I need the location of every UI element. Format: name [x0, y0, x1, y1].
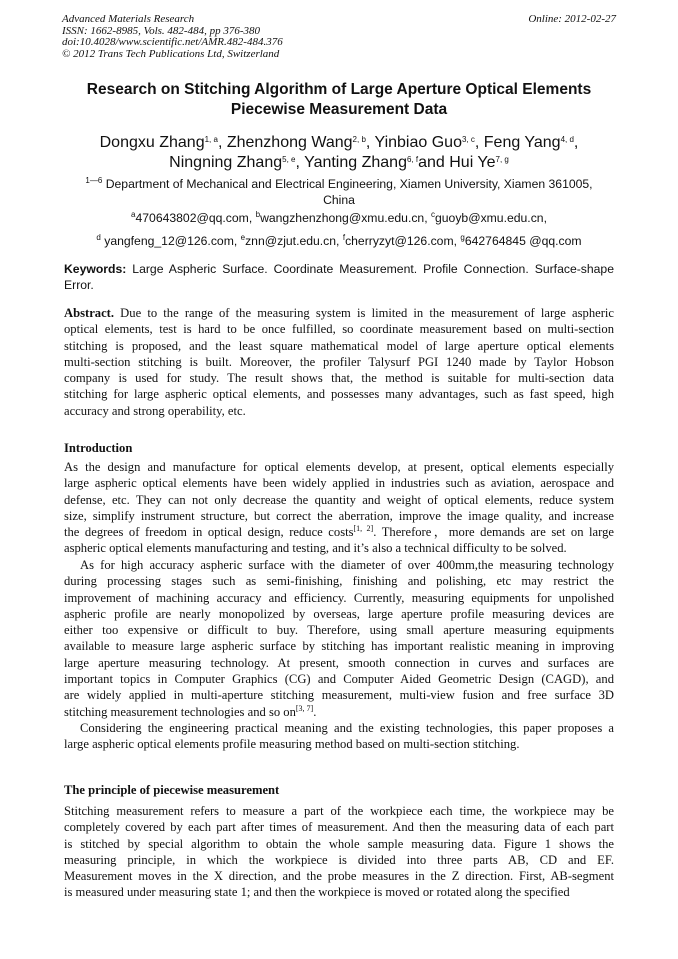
- author-sep: ,: [295, 154, 305, 171]
- title-line: Research on Stitching Algorithm of Large Aperture Optical Elements: [86, 81, 592, 98]
- paper-title: [40, 80, 638, 120]
- journal-header: [62, 14, 283, 60]
- text-line: [64, 590, 614, 606]
- email-sup: f: [342, 233, 346, 242]
- abstract: [64, 305, 614, 419]
- text-line: [64, 508, 614, 524]
- keywords-text: Large Aspheric Surface. Coordinate Measurement. Profile Connection. Surface-shape Error.: [64, 262, 614, 292]
- author-sep: ,: [217, 134, 227, 151]
- text-line: [64, 819, 614, 835]
- line-text: available to measure large aspheric surface by stitching has important realistic meaning in improving: [64, 639, 614, 654]
- section-heading: The principle of piecewise measurement: [64, 783, 280, 797]
- author-sep: ,: [573, 134, 579, 151]
- line-text: stitching is proposed, and the least square mathematical model of large aperture optical elements: [64, 338, 614, 353]
- email: cherryzyt@126.com,: [345, 234, 461, 248]
- line-text: large aspheric optical elements have been widely applied in industries such as aviation, aerospace and: [64, 476, 614, 491]
- text-line: [64, 803, 614, 819]
- line-text: large aspheric optical elements profile measuring method based on multi-section stitching.: [64, 737, 520, 752]
- keywords: [64, 261, 614, 293]
- author-sup: 7, g: [495, 155, 509, 164]
- text-line: [64, 868, 614, 884]
- copyright: © 2012 Trans Tech Publications Ltd, Switzerland: [62, 47, 280, 60]
- email: 470643802@qq.com,: [135, 211, 256, 225]
- text-line: [64, 557, 614, 573]
- author-sup: 6, f: [406, 155, 419, 164]
- line-text: defense, etc. They can not only decrease the quantity and weight of optical elements, reduce system: [64, 492, 614, 507]
- line-text: are widely applied in multi-aperture stitching measurement, multi-view fusion and free surface 3D: [64, 688, 614, 703]
- text-line: [64, 305, 614, 321]
- line-text: size, simplify instrument structure, but correct the aberration, improve the image quality, and increase: [64, 508, 614, 523]
- line-text: important topics in Computer Graphics (CG) and Computer Aided Geometric Design (CAGD), and: [64, 672, 614, 687]
- line-text: . Therefore，more demands are set on large: [373, 525, 614, 540]
- email-sup: a: [131, 210, 136, 219]
- doi: doi:10.4028/www.scientific.net/AMR.482-484.376: [62, 36, 283, 49]
- affiliation-line: China: [323, 192, 355, 207]
- section-heading: Introduction: [64, 441, 133, 455]
- text-line: [64, 884, 614, 900]
- citation: [3, 7]: [295, 703, 314, 713]
- text-line: [64, 671, 614, 687]
- author-name: Yinbiao Guo: [374, 134, 462, 151]
- author-name: Zhenzhong Wang: [226, 134, 353, 151]
- line-text: accuracy and strong operability, etc.: [64, 403, 246, 418]
- line-text: multi-section stitching is built. Moreover, the profiler Talysurf PGI 1240 made by Taylor Hobson: [64, 354, 614, 369]
- text-line: [64, 475, 614, 491]
- line-text: Considering the engineering practical meaning and the existing technologies, this paper proposes a: [80, 721, 614, 735]
- text-line: [64, 403, 614, 419]
- text-line: [64, 655, 614, 671]
- abstract-label: Abstract.: [64, 306, 115, 320]
- line-text: completely covered by each part after times of measurement. And then the measuring data of each part: [64, 820, 614, 835]
- paragraph: [64, 803, 614, 901]
- author-sup: 2, b: [352, 135, 366, 144]
- line-text: is stitched by special algorithm to obtain the whole sample measuring data. Figure 1 shows the: [64, 836, 614, 851]
- line-text: is measured under measuring state 1; and then the workpiece is moved or rotated along the specified: [64, 885, 570, 900]
- text-line: [64, 687, 614, 703]
- email-list: [40, 234, 638, 249]
- line-text: Stitching measurement refers to measure a part of the workpiece each time, the workpiece may be: [64, 804, 614, 818]
- text-line: [64, 354, 614, 370]
- line-text: Measurement moves in the X direction, and the probe measures in the Z direction. First, AB-segment: [64, 869, 614, 884]
- text-line: [64, 321, 614, 337]
- email-sup: g: [460, 233, 465, 242]
- citation: [1, 2]: [353, 524, 374, 534]
- line-text: either too expensive or difficult to buy. Therefore, using small aperture measuring equipments: [64, 623, 614, 638]
- text-line: [64, 370, 614, 386]
- author-sup: 3, c: [461, 135, 475, 144]
- line-text: stitching measurement technologies and so on: [64, 704, 296, 719]
- email-sup: e: [240, 233, 246, 242]
- author-name: Ningning Zhang: [169, 154, 283, 171]
- line-text: optical elements, test is hard to be once fulfilled, so coordinate measurement based on multi-section: [64, 322, 614, 337]
- email: wangzhenzhong@xmu.edu.cn,: [260, 211, 431, 225]
- email-list: [40, 211, 638, 226]
- issn: ISSN: 1662-8985, Vols. 482-484, pp 376-380: [62, 24, 260, 37]
- line-text: As for high accuracy aspheric surface with the diameter of over 400mm,the measuring technology: [80, 558, 614, 572]
- text-line: [64, 338, 614, 354]
- text-line: [64, 573, 614, 589]
- author-sep: ,: [365, 134, 375, 151]
- line-text: large aperture measuring technology. At present, smooth connection in curves and surfaces are: [64, 655, 614, 670]
- journal-name: Advanced Materials Research: [62, 13, 195, 25]
- line-text: As the design and manufacture for optical elements develop, at present, optical elements especially: [64, 460, 614, 474]
- line-text: aspheric optical elements manufacturing and testing, and it’s also a technical difficulty to be solved.: [64, 541, 567, 556]
- email-sup: d: [96, 233, 101, 242]
- line-text: improvement of machining accuracy and efficiency. Currently, measuring equipments for unpolished: [64, 590, 614, 605]
- email: 642764845 @qq.com: [464, 234, 582, 248]
- text-line: [64, 459, 614, 475]
- title-line: Piecewise Measurement Data: [230, 101, 448, 118]
- text-line: [64, 540, 614, 556]
- author-sup: 5, e: [282, 155, 296, 164]
- line-text: during processing stages such as semi-finishing, finishing and polishing, etc may restrict the: [64, 574, 614, 589]
- email: znn@zjut.edu.cn,: [245, 234, 343, 248]
- text-line: [64, 836, 614, 852]
- affiliation: [40, 177, 638, 208]
- paragraph: [64, 459, 614, 557]
- line-text: company is used for study. The result shows that, the method is suitable for multi-section data: [64, 371, 614, 386]
- affiliation-line: Department of Mechanical and Electrical Engineering, Xiamen University, Xiamen 361005,: [102, 177, 593, 191]
- author-sep: ,: [474, 134, 484, 151]
- text-line: [64, 622, 614, 638]
- author-name: Yanting Zhang: [304, 154, 407, 171]
- paragraph: [64, 720, 614, 753]
- email-sup: b: [255, 210, 261, 219]
- text-line: [64, 736, 614, 752]
- email: yangfeng_12@126.com,: [100, 234, 241, 248]
- online-date: Online: 2012-02-27: [528, 13, 616, 25]
- affiliation-sup: 1—6: [85, 176, 103, 185]
- author-name: and Hui Ye: [418, 154, 496, 171]
- text-line: [64, 524, 614, 540]
- text-line: [64, 720, 614, 736]
- line-text: measuring principle, in which the workpiece is divided into three parts AB, CD and EF.: [64, 852, 614, 867]
- email-sup: c: [430, 210, 435, 219]
- text-line: [64, 386, 614, 402]
- author-name: Dongxu Zhang: [99, 134, 205, 151]
- text-line: [64, 638, 614, 654]
- text-line: [64, 704, 614, 720]
- line-text: aspheric profile are nearly monopolized by overseas, large aperture profile measuring devices are: [64, 606, 614, 621]
- author-name: Feng Yang: [483, 134, 561, 151]
- author-sup: 1, a: [204, 135, 218, 144]
- paragraph: [64, 557, 614, 720]
- line-text: .: [313, 704, 317, 719]
- text-line: [64, 852, 614, 868]
- text-line: [64, 606, 614, 622]
- line-text: Due to the range of the measuring system is limited in the measurement of large aspheric: [114, 306, 614, 320]
- email: guoyb@xmu.edu.cn,: [434, 211, 547, 225]
- line-text: the degrees of freedom in optical design, reduce costs: [64, 525, 354, 540]
- keywords-label: Keywords:: [64, 262, 127, 276]
- line-text: stitching for large aspheric optical elements, and possesses many advantages, such as fast speed, high: [64, 387, 614, 402]
- author-sup: 4, d: [560, 135, 574, 144]
- author-list: [40, 133, 638, 173]
- text-line: [64, 492, 614, 508]
